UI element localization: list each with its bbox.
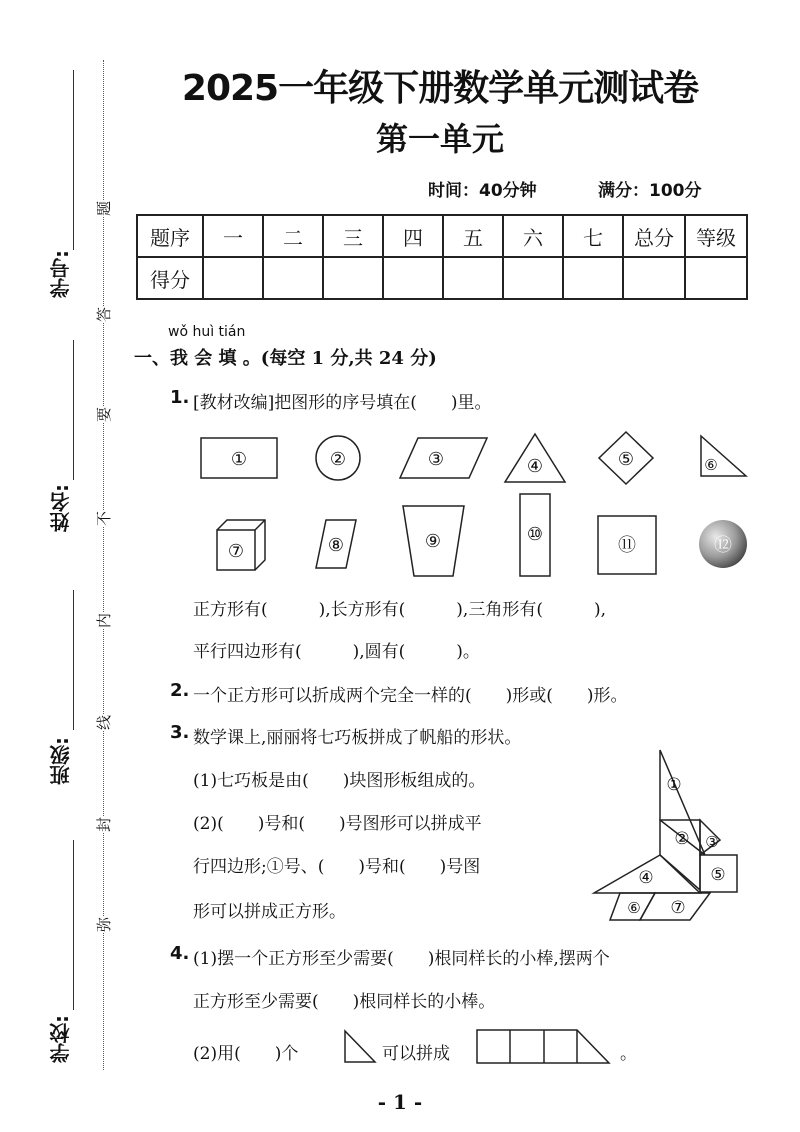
seal-char: 封	[91, 817, 116, 832]
tangram-label: ⑦	[670, 898, 686, 918]
class-label: 班级:	[49, 737, 73, 785]
score-input-cell[interactable]	[443, 257, 503, 299]
score-table-score-row	[137, 257, 747, 299]
shape-label: ⑥	[704, 456, 718, 474]
sub-question-text: 可以拼成	[382, 1044, 450, 1064]
table-cell: 一	[203, 215, 263, 257]
score-input-cell[interactable]	[685, 257, 747, 299]
seal-char: 答	[91, 307, 116, 322]
tangram-label: ⑤	[710, 865, 726, 885]
sub-question[interactable]: 正方形至少需要( )根同样长的小棒。	[193, 992, 496, 1012]
tangram-label: ①	[666, 775, 682, 795]
shape-label: ①	[230, 449, 248, 470]
score-input-cell[interactable]	[203, 257, 263, 299]
table-cell: 题序	[137, 215, 203, 257]
sub-question[interactable]: (1)摆一个正方形至少需要( )根同样长的小棒,摆两个	[193, 949, 610, 969]
table-cell: 四	[383, 215, 443, 257]
id-underline	[73, 70, 74, 250]
page-title: 2025一年级下册数学单元测试卷	[181, 68, 699, 109]
tangram-label: ②	[674, 829, 690, 849]
sub-question[interactable]: (1)七巧板是由( )块图形板组成的。	[193, 771, 486, 791]
school-underline	[73, 840, 74, 1010]
table-cell: 总分	[623, 215, 685, 257]
shapes-figure	[180, 420, 760, 590]
question-number: 1.	[170, 387, 190, 408]
exam-time: 时间：40分钟	[428, 181, 537, 201]
shape-label: ⑨	[424, 531, 442, 552]
composite-shape-figure	[474, 1027, 614, 1067]
score-input-cell[interactable]	[383, 257, 443, 299]
score-input-cell[interactable]	[563, 257, 623, 299]
question-number: 2.	[170, 680, 190, 701]
shape-label: ⑩	[526, 524, 544, 545]
name-label: 姓名:	[49, 484, 73, 532]
tangram-label: ④	[638, 868, 654, 888]
sub-question[interactable]: (2)( )号和( )号图形可以拼成平	[193, 814, 482, 834]
table-cell: 三	[323, 215, 383, 257]
seal-char: 不	[91, 511, 116, 526]
table-cell: 等级	[685, 215, 747, 257]
sub-question: 形可以拼成正方形。	[193, 902, 346, 922]
shape-label: ③	[427, 449, 445, 470]
shape-label: ④	[526, 456, 544, 477]
shape-label: ⑦	[227, 541, 245, 562]
school-label: 学校:	[49, 1015, 73, 1063]
table-cell: 得分	[137, 257, 203, 299]
score-input-cell[interactable]	[503, 257, 563, 299]
table-cell: 七	[563, 215, 623, 257]
section-heading: 一、我 会 填 。(每空 1 分,共 24 分)	[134, 348, 437, 369]
shape-label: ②	[329, 449, 347, 470]
question-text[interactable]: 一个正方形可以折成两个完全一样的( )形或( )形。	[193, 686, 628, 706]
shape-label: ⑫	[714, 535, 732, 556]
sub-question[interactable]: 行四边形;①号、( )号和( )号图	[193, 857, 481, 877]
sub-question[interactable]: (2)用( )个	[193, 1044, 299, 1064]
tangram-label: ③	[705, 833, 719, 851]
page-number: - 1 -	[377, 1090, 423, 1114]
answer-line[interactable]: 正方形有( ),长方形有( ),三角形有( ),	[193, 600, 607, 620]
tangram-sailboat-figure	[590, 745, 750, 925]
shape-label: ⑪	[618, 535, 636, 556]
answer-line[interactable]: 平行四边形有( ),圆有( )。	[193, 642, 480, 662]
score-input-cell[interactable]	[323, 257, 383, 299]
student-id-label: 学号:	[49, 250, 73, 298]
question-text: [教材改编]把图形的序号填在( )里。	[193, 393, 492, 413]
table-cell: 五	[443, 215, 503, 257]
seal-char: 线	[91, 715, 116, 730]
score-input-cell[interactable]	[263, 257, 323, 299]
name-underline	[73, 340, 74, 480]
shape-label: ⑧	[327, 535, 345, 556]
page-subtitle: 第一单元	[375, 120, 504, 158]
seal-char: 题	[91, 201, 116, 216]
small-triangle-figure	[342, 1028, 378, 1066]
seal-char: 弥	[91, 917, 116, 932]
question-number: 4.	[170, 943, 190, 964]
sub-question-text: 。	[620, 1044, 637, 1064]
question-text: 数学课上,丽丽将七巧板拼成了帆船的形状。	[193, 728, 522, 748]
tangram-label: ⑥	[627, 899, 641, 917]
score-table	[136, 214, 748, 300]
exam-full-score: 满分：100分	[598, 181, 702, 201]
table-cell: 二	[263, 215, 323, 257]
score-input-cell[interactable]	[623, 257, 685, 299]
seal-char: 要	[91, 407, 116, 422]
section-pinyin: wǒ huì tián	[168, 324, 246, 340]
score-table-header-row	[137, 215, 747, 257]
seal-char: 内	[91, 613, 116, 628]
question-number: 3.	[170, 722, 190, 743]
table-cell: 六	[503, 215, 563, 257]
shape-label: ⑤	[617, 449, 635, 470]
class-underline	[73, 590, 74, 730]
